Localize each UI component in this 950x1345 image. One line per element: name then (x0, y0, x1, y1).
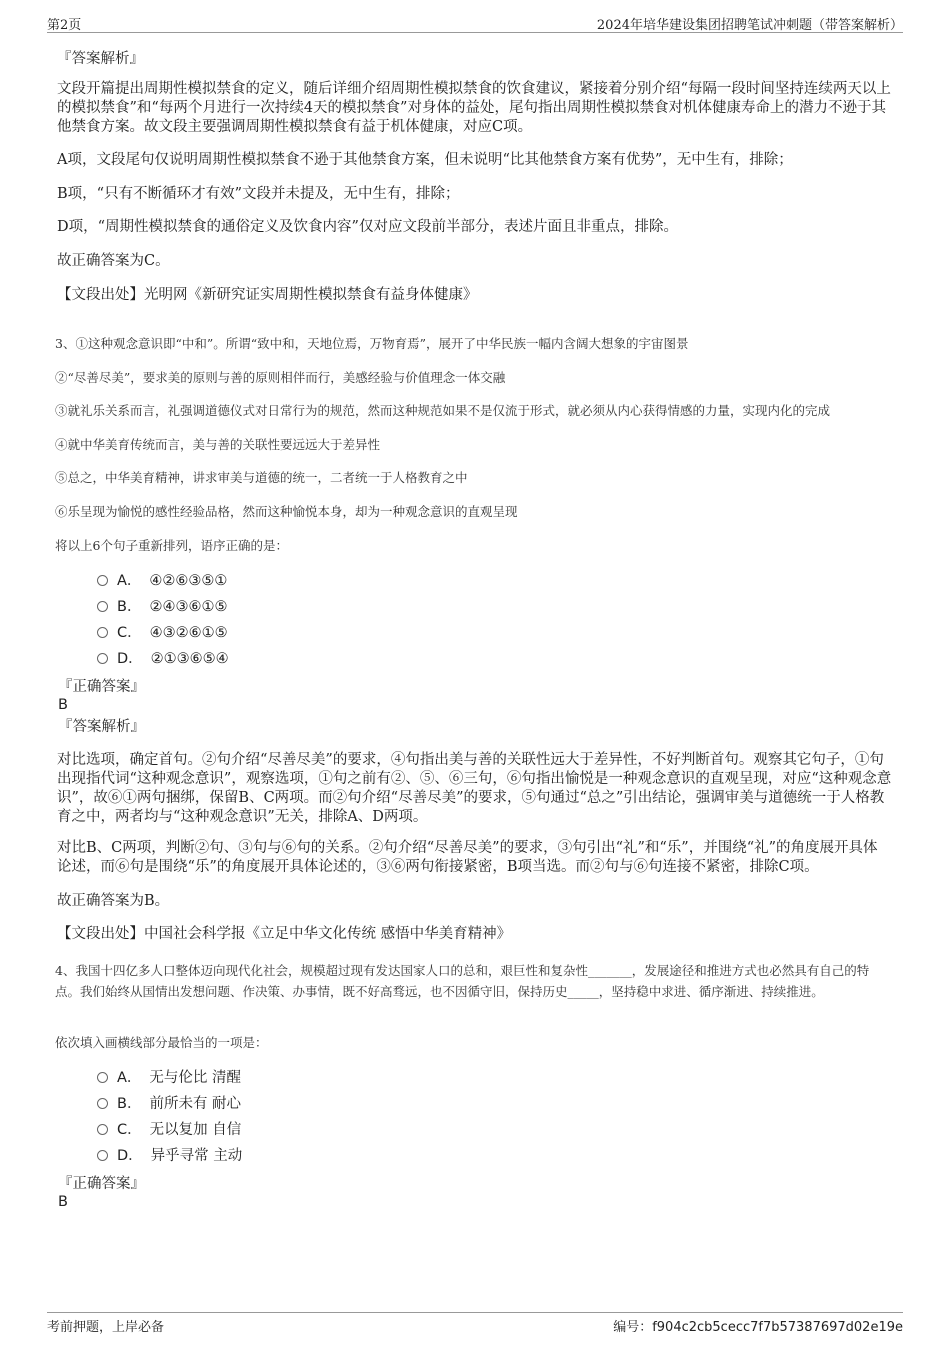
question-prompt: 依次填入画横线部分最恰当的一项是： (55, 1035, 268, 1050)
correct-answer: B (58, 697, 68, 713)
option-d[interactable] (97, 649, 229, 669)
analysis-heading: 『答案解析』 (57, 51, 144, 67)
answer-statement: 故正确答案为B。 (57, 893, 170, 909)
option-text: 无以复加 自信 (149, 1122, 242, 1138)
option-a[interactable] (97, 571, 227, 591)
radio-icon[interactable] (97, 1098, 108, 1109)
question-sentence: ⑤总之，中华美育精神，讲求审美与道德的统一，二者统一于人格教育之中 (55, 470, 468, 485)
code-label: 编号： (613, 1320, 653, 1335)
document-code (613, 1316, 903, 1335)
page-footer (47, 1312, 903, 1335)
radio-icon[interactable] (97, 627, 108, 638)
analysis-paragraph: A项，文段尾句仅说明周期性模拟禁食不逊于其他禁食方案，但未说明“比其他禁食方案有优势”，无中生有，排除； (57, 152, 793, 168)
answer-statement: 故正确答案为C。 (57, 253, 170, 269)
option-letter: C． (117, 625, 142, 641)
footer-slogan: 考前押题，上岸必备 (47, 1320, 165, 1335)
question-prompt: 将以上6个句子重新排列，语序正确的是： (55, 538, 288, 553)
question-sentence: 3、①这种观念意识即“中和”。所谓“致中和，天地位焉，万物育焉”，展开了中华民族一幅内含阔大想象的宇宙图景 (55, 336, 689, 351)
option-text: ②④③⑥①⑤ (149, 599, 228, 615)
option-d[interactable] (97, 1146, 242, 1166)
option-a[interactable] (97, 1068, 241, 1088)
radio-icon[interactable] (97, 1150, 108, 1161)
option-text: 前所未有 耐心 (149, 1096, 242, 1112)
option-letter: D． (117, 651, 143, 667)
option-letter: C． (117, 1122, 142, 1138)
radio-icon[interactable] (97, 1124, 108, 1135)
page-number: 第2页 (47, 18, 82, 33)
option-text: ④③②⑥①⑤ (149, 625, 228, 641)
option-c[interactable] (97, 623, 228, 643)
option-letter: B． (117, 599, 142, 615)
analysis-paragraph: D项，“周期性模拟禁食的通俗定义及饮食内容”仅对应文段前半部分，表述片面且非重点，排除。 (57, 219, 678, 235)
option-b[interactable] (97, 597, 227, 617)
option-b[interactable] (97, 1094, 241, 1114)
question-sentence: ③就礼乐关系而言，礼强调道德仪式对日常行为的规范，然而这种规范如果不是仅流于形式，就必须从内心获得情感的力量，实现内化的完成 (55, 403, 831, 418)
option-c[interactable] (97, 1120, 241, 1140)
option-letter: A． (117, 573, 142, 589)
radio-icon[interactable] (97, 1072, 108, 1083)
correct-answer: B (58, 1194, 68, 1210)
option-letter: B． (117, 1096, 142, 1112)
analysis-heading: 『答案解析』 (58, 719, 145, 735)
radio-icon[interactable] (97, 601, 108, 612)
analysis-paragraph: 对比B、C两项，判断②句、③句与⑥句的关系。②句介绍“尽善尽美”的要求，③句引出“礼”和“乐”，并围绕“礼”的角度展开具体论述，而⑥句是围绕“乐”的角度展开具体论述的，③⑥两句衔接紧密，B项当选。而②句与⑥句连接不紧密，排除C项。 (57, 840, 878, 875)
question-sentence: ④就中华美育传统而言，美与善的关联性要远远大于差异性 (55, 437, 381, 452)
analysis-paragraph: B项，“只有不断循环才有效”文段并未提及，无中生有，排除； (57, 186, 460, 202)
code-value: f904c2cb5cecc7f7b57387697d02e19e (652, 1320, 903, 1335)
option-text: 异乎寻常 主动 (150, 1148, 243, 1164)
question-sentence: ②“尽善尽美”，要求美的原则与善的原则相伴而行，美感经验与价值理念一体交融 (55, 370, 506, 385)
correct-answer-heading: 『正确答案』 (58, 679, 145, 695)
source-citation: 【文段出处】中国社会科学报《立足中华文化传统 感悟中华美育精神》 (57, 926, 512, 942)
question-sentence: ⑥乐呈现为愉悦的感性经验品格，然而这种愉悦本身，却为一种观念意识的直观呈现 (55, 504, 518, 519)
option-letter: D． (117, 1148, 143, 1164)
correct-answer-heading: 『正确答案』 (58, 1176, 145, 1192)
radio-icon[interactable] (97, 575, 108, 586)
option-text: ④②⑥③⑤① (149, 573, 228, 589)
source-citation: 【文段出处】光明网《新研究证实周期性模拟禁食有益身体健康》 (57, 287, 478, 303)
page-header (47, 10, 903, 33)
question-stem: 4、我国十四亿多人口整体迈向现代化社会，规模超过现有发达国家人口的总和，艰巨性和复杂性_______，发展途径和推进方式也必然具有自己的特点。我们始终从国情出发想问题、作决策、办事情，既不好高骛远，也不因循守旧，保持历史_____，坚持稳中求进、循序渐进、持续推进。 (55, 963, 870, 999)
analysis-paragraph: 对比选项，确定首句。②句介绍“尽善尽美”的要求，④句指出美与善的关联性远大于差异性，不好判断首句。观察其它句子，①句出现指代词“这种观念意识”，观察选项，①句之前有②、⑤、⑥三句，⑥句指出愉悦是一种观念意识的直观呈现，对应“这种观念意识”，故⑥①两句捆绑，保留B、C两项。而②句介绍“尽善尽美”的要求，⑤句通过“总之”引出结论，强调审美与道德统一于人格教育之中，两者均与“这种观念意识”无关，排除A、D两项。 (57, 752, 892, 825)
option-letter: A． (117, 1070, 142, 1086)
option-text: ②①③⑥⑤④ (150, 651, 229, 667)
analysis-paragraph: 文段开篇提出周期性模拟禁食的定义，随后详细介绍周期性模拟禁食的饮食建议，紧接着分别介绍“每隔一段时间坚持连续两天以上的模拟禁食”和“每两个月进行一次持续4天的模拟禁食”对身体的益处，尾句指出周期性模拟禁食对机体健康寿命上的潜力不逊于其他禁食方案。故文段主要强调周期性模拟禁食有益于机体健康，对应C项。 (57, 81, 891, 135)
document-title: 2024年培华建设集团招聘笔试冲刺题（带答案解析） (596, 18, 903, 33)
radio-icon[interactable] (97, 653, 108, 664)
option-text: 无与伦比 清醒 (149, 1070, 242, 1086)
